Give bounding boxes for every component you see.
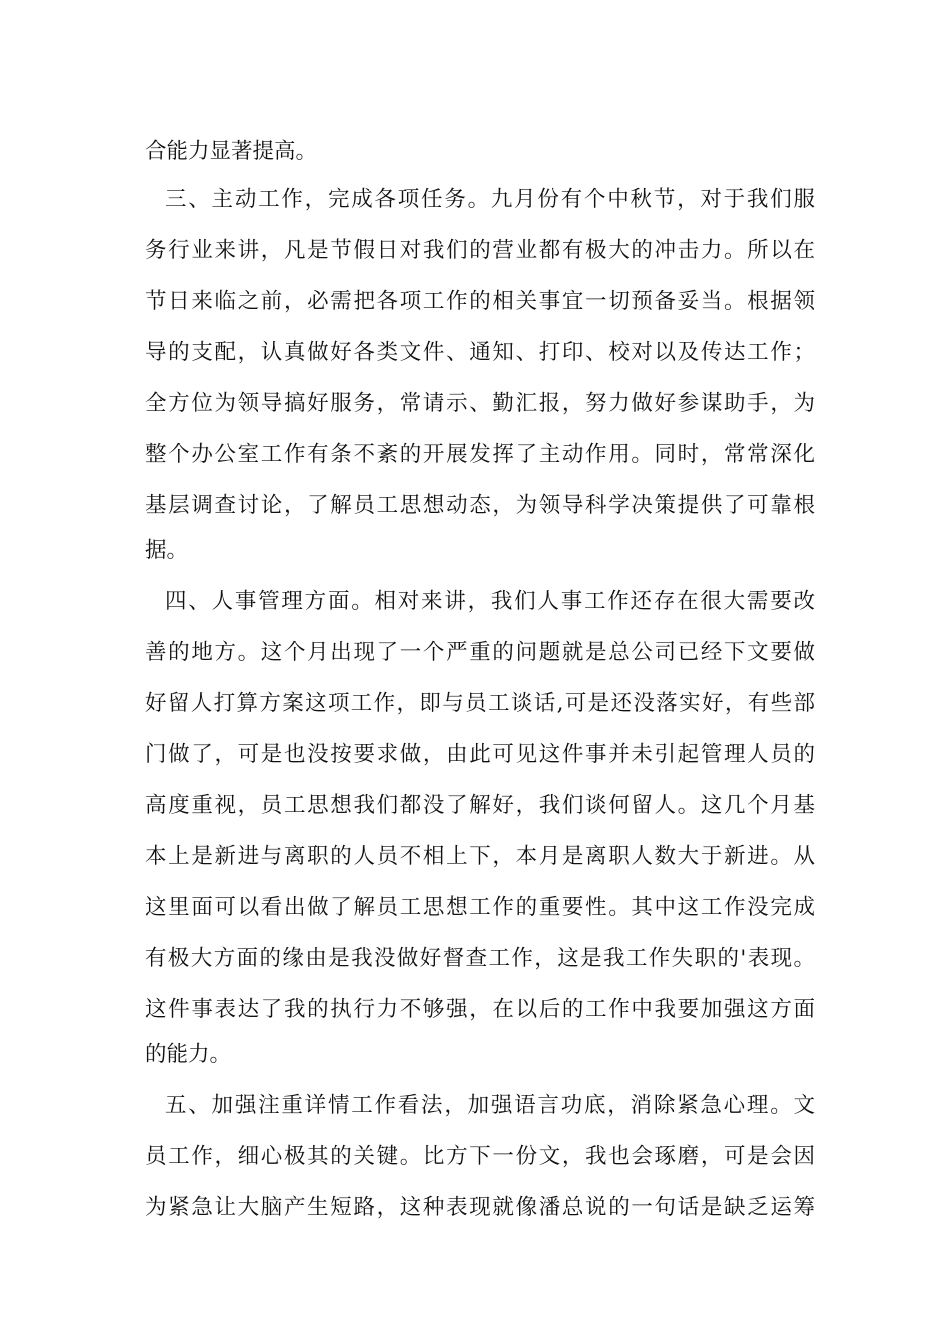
paragraph-heading-line: 五、加强注重详情工作看法，加强语言功底，消除紧急心理。文	[165, 1093, 815, 1118]
text-line: 本上是新进与离职的人员不相上下，本月是离职人数大于新进。从	[145, 844, 815, 869]
text-line: 的能力。	[145, 1042, 232, 1067]
text-line: 整个办公室工作有条不紊的开展发挥了主动作用。同时，常常深化	[145, 442, 815, 467]
text-line: 全方位为领导搞好服务，常请示、勤汇报，努力做好参谋助手，为	[145, 391, 815, 416]
text-line: 基层调查讨论，了解员工思想动态，为领导科学决策提供了可靠根	[145, 493, 815, 518]
text-line: 有极大方面的缘由是我没做好督查工作，这是我工作失职的'表现。	[145, 946, 815, 971]
text-line: 导的支配，认真做好各类文件、通知、打印、校对以及传达工作；	[145, 340, 815, 365]
text-line: 务行业来讲，凡是节假日对我们的营业都有极大的冲击力。所以在	[145, 238, 815, 263]
text-line: 这件事表达了我的执行力不够强，在以后的工作中我要加强这方面	[145, 997, 815, 1022]
text-line: 节日来临之前，必需把各项工作的相关事宜一切预备妥当。根据领	[145, 289, 815, 314]
text-line: 据。	[145, 538, 189, 563]
text-line: 高度重视，员工思想我们都没了解好，我们谈何留人。这几个月基	[145, 793, 815, 818]
paragraph-heading-line: 四、人事管理方面。相对来讲，我们人事工作还存在很大需要改	[165, 589, 815, 614]
text-line: 好留人打算方案这项工作，即与员工谈话,可是还没落实好，有些部	[145, 691, 815, 716]
text-line: 员工作，细心极其的关键。比方下一份文，我也会琢磨，可是会因	[145, 1144, 815, 1169]
text-line: 这里面可以看出做了解员工思想工作的重要性。其中这工作没完成	[145, 895, 815, 920]
text-line: 合能力显著提高。	[145, 139, 318, 164]
text-line: 门做了，可是也没按要求做，由此可见这件事并未引起管理人员的	[145, 742, 815, 767]
text-line: 善的地方。这个月出现了一个严重的问题就是总公司已经下文要做	[145, 640, 815, 665]
text-line: 为紧急让大脑产生短路，这种表现就像潘总说的一句话是缺乏运筹	[145, 1195, 815, 1220]
paragraph-heading-line: 三、主动工作，完成各项任务。九月份有个中秋节，对于我们服	[165, 187, 815, 212]
